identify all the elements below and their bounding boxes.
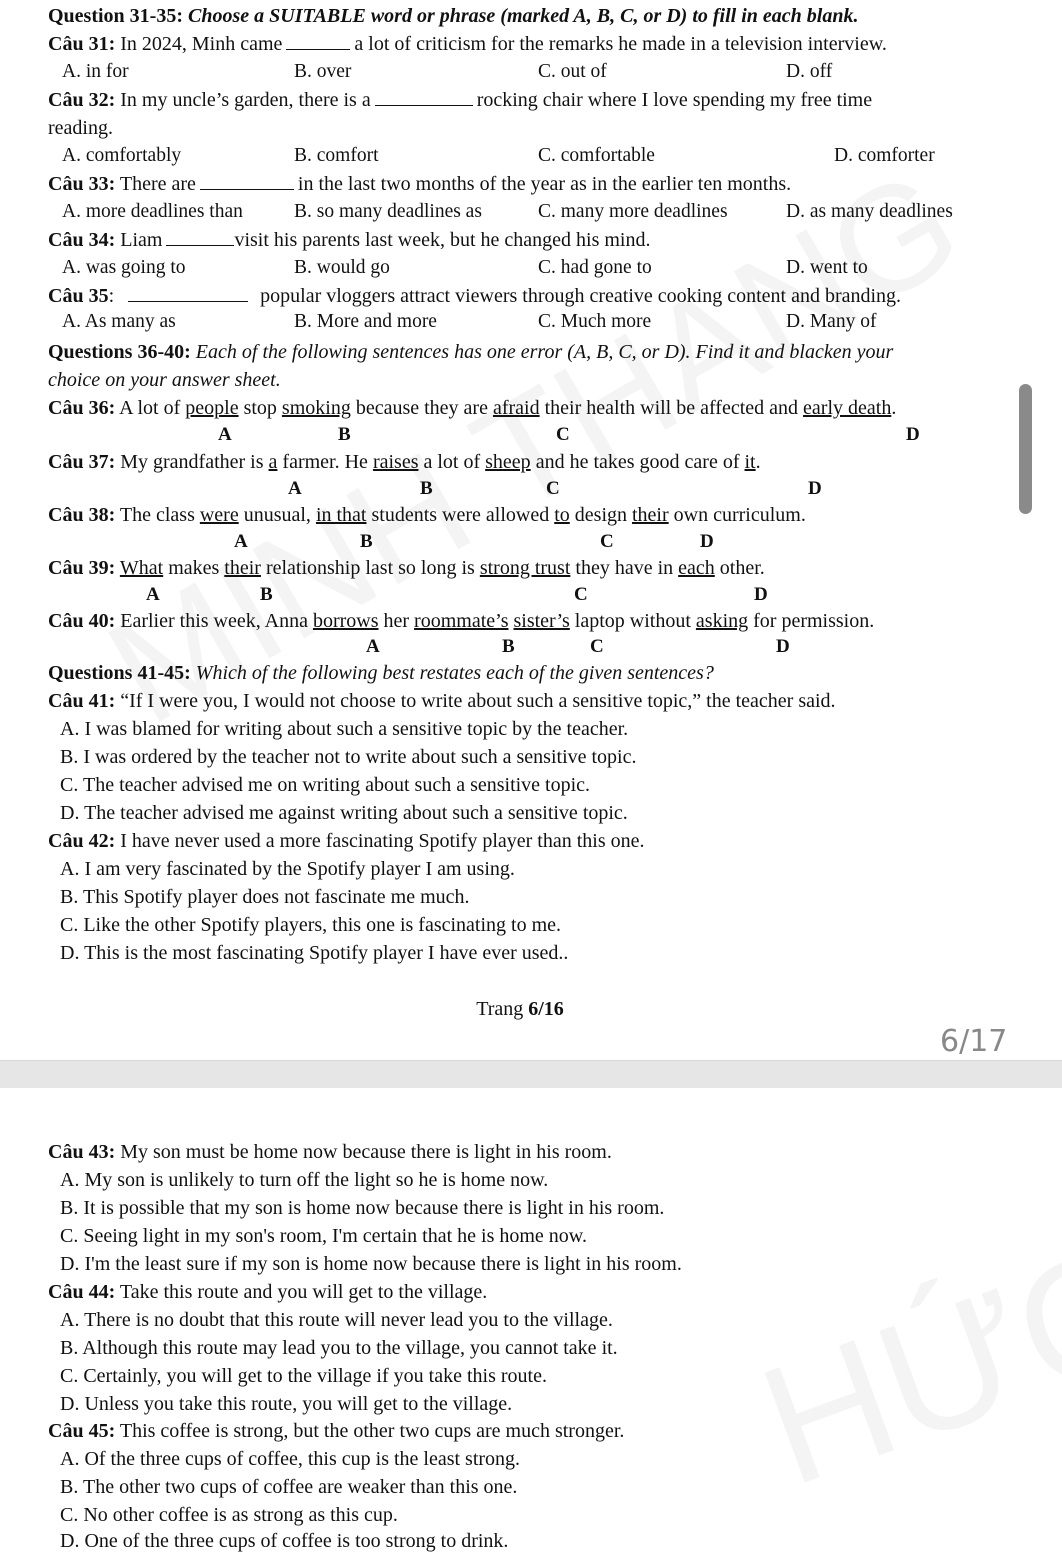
q45-option-a: A. Of the three cups of coffee, this cup is the least strong.: [60, 1448, 521, 1470]
q43-option-c: C. Seeing light in my son's room, I'm certain that he is home now.: [60, 1225, 587, 1247]
question-35: Câu 35: popular vloggers attract viewers through creative cooking content and branding.: [48, 285, 902, 307]
q35-option-a: A. As many as: [62, 311, 176, 332]
question-40: Câu 40: Earlier this week, Anna borrows her roommate’s sister’s laptop without asking for permission.: [48, 610, 875, 632]
q42-option-c: C. Like the other Spotify players, this one is fascinating to me.: [60, 914, 562, 936]
q33-option-c: C. many more deadlines: [538, 201, 728, 222]
q43-option-a: A. My son is unlikely to turn off the light so he is home now.: [60, 1169, 549, 1191]
question-39: Câu 39: What makes their relationship last so long is strong trust they have in each other.: [48, 557, 765, 579]
question-42: Câu 42: I have never used a more fascinating Spotify player than this one.: [48, 830, 645, 852]
question-37: Câu 37: My grandfather is a farmer. He raises a lot of sheep and he takes good care of it.: [48, 451, 761, 473]
q41-option-b: B. I was ordered by the teacher not to write about such a sensitive topic.: [60, 746, 637, 768]
q43-option-d: D. I'm the least sure if my son is home now because there is light in his room.: [60, 1253, 682, 1275]
q36-label-b: B: [338, 424, 351, 445]
q35-option-c: C. Much more: [538, 311, 652, 332]
q38-label-b: B: [360, 531, 373, 552]
q31-option-d: D. off: [786, 61, 833, 82]
question-41: Câu 41: “If I were you, I would not choose to write about such a sensitive topic,” the teacher said.: [48, 690, 836, 712]
q35-option-d: D. Many of: [786, 311, 877, 332]
q37-label-a: A: [288, 478, 302, 499]
q45-option-c: C. No other coffee is as strong as this cup.: [60, 1504, 398, 1526]
q33-option-d: D. as many deadlines: [786, 201, 953, 222]
q39-label-a: A: [146, 584, 160, 605]
q38-label-d: D: [700, 531, 714, 552]
q36-label-d: D: [906, 424, 920, 445]
page-separator: [0, 1060, 1062, 1089]
q44-option-c: C. Certainly, you will get to the village if you take this route.: [60, 1365, 547, 1387]
q31-option-b: B. over: [294, 61, 352, 82]
scrollbar-thumb[interactable]: [1019, 384, 1032, 514]
q34-option-d: D. went to: [786, 257, 868, 278]
q43-option-b: B. It is possible that my son is home now because there is light in his room.: [60, 1197, 665, 1219]
q34-option-c: C. had gone to: [538, 257, 652, 278]
document-page-7: [0, 1088, 1062, 1551]
q32-option-a: A. comfortably: [62, 145, 182, 166]
section-heading-41-45: Questions 41-45: Which of the following best restates each of the given sentences?: [48, 662, 714, 684]
question-33: Câu 33: There are in the last two months of the year as in the earlier ten months.: [48, 173, 792, 195]
q36-label-a: A: [218, 424, 232, 445]
q39-label-b: B: [260, 584, 273, 605]
q38-label-c: C: [600, 531, 614, 552]
q37-label-b: B: [420, 478, 433, 499]
q36-label-c: C: [556, 424, 570, 445]
q31-option-c: C. out of: [538, 61, 607, 82]
q42-option-a: A. I am very fascinated by the Spotify player I am using.: [60, 858, 515, 880]
question-36: Câu 36: A lot of people stop smoking because they are afraid their health will be affected and early death.: [48, 397, 897, 419]
q40-label-b: B: [502, 636, 515, 657]
q37-label-c: C: [546, 478, 560, 499]
section-heading-36-40-continued: choice on your answer sheet.: [48, 369, 281, 391]
q33-option-b: B. so many deadlines as: [294, 201, 482, 222]
question-32-continued: reading.: [48, 117, 113, 139]
q32-option-d: D. comforter: [834, 145, 935, 166]
question-45: Câu 45: This coffee is strong, but the other two cups are much stronger.: [48, 1420, 625, 1442]
q34-option-a: A. was going to: [62, 257, 186, 278]
section-heading-36-40: Questions 36-40: Each of the following sentences has one error (A, B, C, or D). Find it and blacken your: [48, 341, 894, 363]
q32-option-c: C. comfortable: [538, 145, 655, 166]
question-38: Câu 38: The class were unusual, in that students were allowed to design their own curriculum.: [48, 504, 806, 526]
q45-option-d: D. One of the three cups of coffee is too strong to drink.: [60, 1530, 509, 1552]
q41-option-d: D. The teacher advised me against writing about such a sensitive topic.: [60, 802, 628, 824]
question-43: Câu 43: My son must be home now because there is light in his room.: [48, 1141, 612, 1163]
q34-option-b: B. would go: [294, 257, 390, 278]
page-footer: Trang 6/16: [476, 998, 564, 1020]
watermark: [738, 1207, 1062, 1525]
q40-label-d: D: [776, 636, 790, 657]
question-34: Câu 34: Liam visit his parents last week, but he changed his mind.: [48, 229, 651, 251]
section-heading-31-35: Question 31-35: Choose a SUITABLE word or phrase (marked A, B, C, or D) to fill in each blank.: [48, 5, 859, 27]
q40-label-c: C: [590, 636, 604, 657]
q33-option-a: A. more deadlines than: [62, 201, 243, 222]
q42-option-d: D. This is the most fascinating Spotify player I have ever used..: [60, 942, 569, 964]
question-31: Câu 31: In 2024, Minh came a lot of criticism for the remarks he made in a television interview.: [48, 33, 887, 55]
q37-label-d: D: [808, 478, 822, 499]
q35-option-b: B. More and more: [294, 311, 437, 332]
viewer-page-indicator: 6/17: [940, 1024, 1008, 1059]
q31-option-a: A. in for: [62, 61, 129, 82]
q32-option-b: B. comfort: [294, 145, 379, 166]
q41-option-c: C. The teacher advised me on writing about such a sensitive topic.: [60, 774, 591, 796]
question-44: Câu 44: Take this route and you will get to the village.: [48, 1281, 488, 1303]
q42-option-b: B. This Spotify player does not fascinate me much.: [60, 886, 470, 908]
q38-label-a: A: [234, 531, 248, 552]
q39-label-c: C: [574, 584, 588, 605]
q41-option-a: A. I was blamed for writing about such a sensitive topic by the teacher.: [60, 718, 629, 740]
q40-label-a: A: [366, 636, 380, 657]
q44-option-a: A. There is no doubt that this route will never lead you to the village.: [60, 1309, 613, 1331]
q39-label-d: D: [754, 584, 768, 605]
q44-option-d: D. Unless you take this route, you will get to the village.: [60, 1393, 513, 1415]
question-32: Câu 32: In my uncle’s garden, there is a rocking chair where I love spending my free time: [48, 89, 873, 111]
q44-option-b: B. Although this route may lead you to the village, you cannot take it.: [60, 1337, 618, 1359]
q45-option-b: B. The other two cups of coffee are weaker than this one.: [60, 1476, 518, 1498]
